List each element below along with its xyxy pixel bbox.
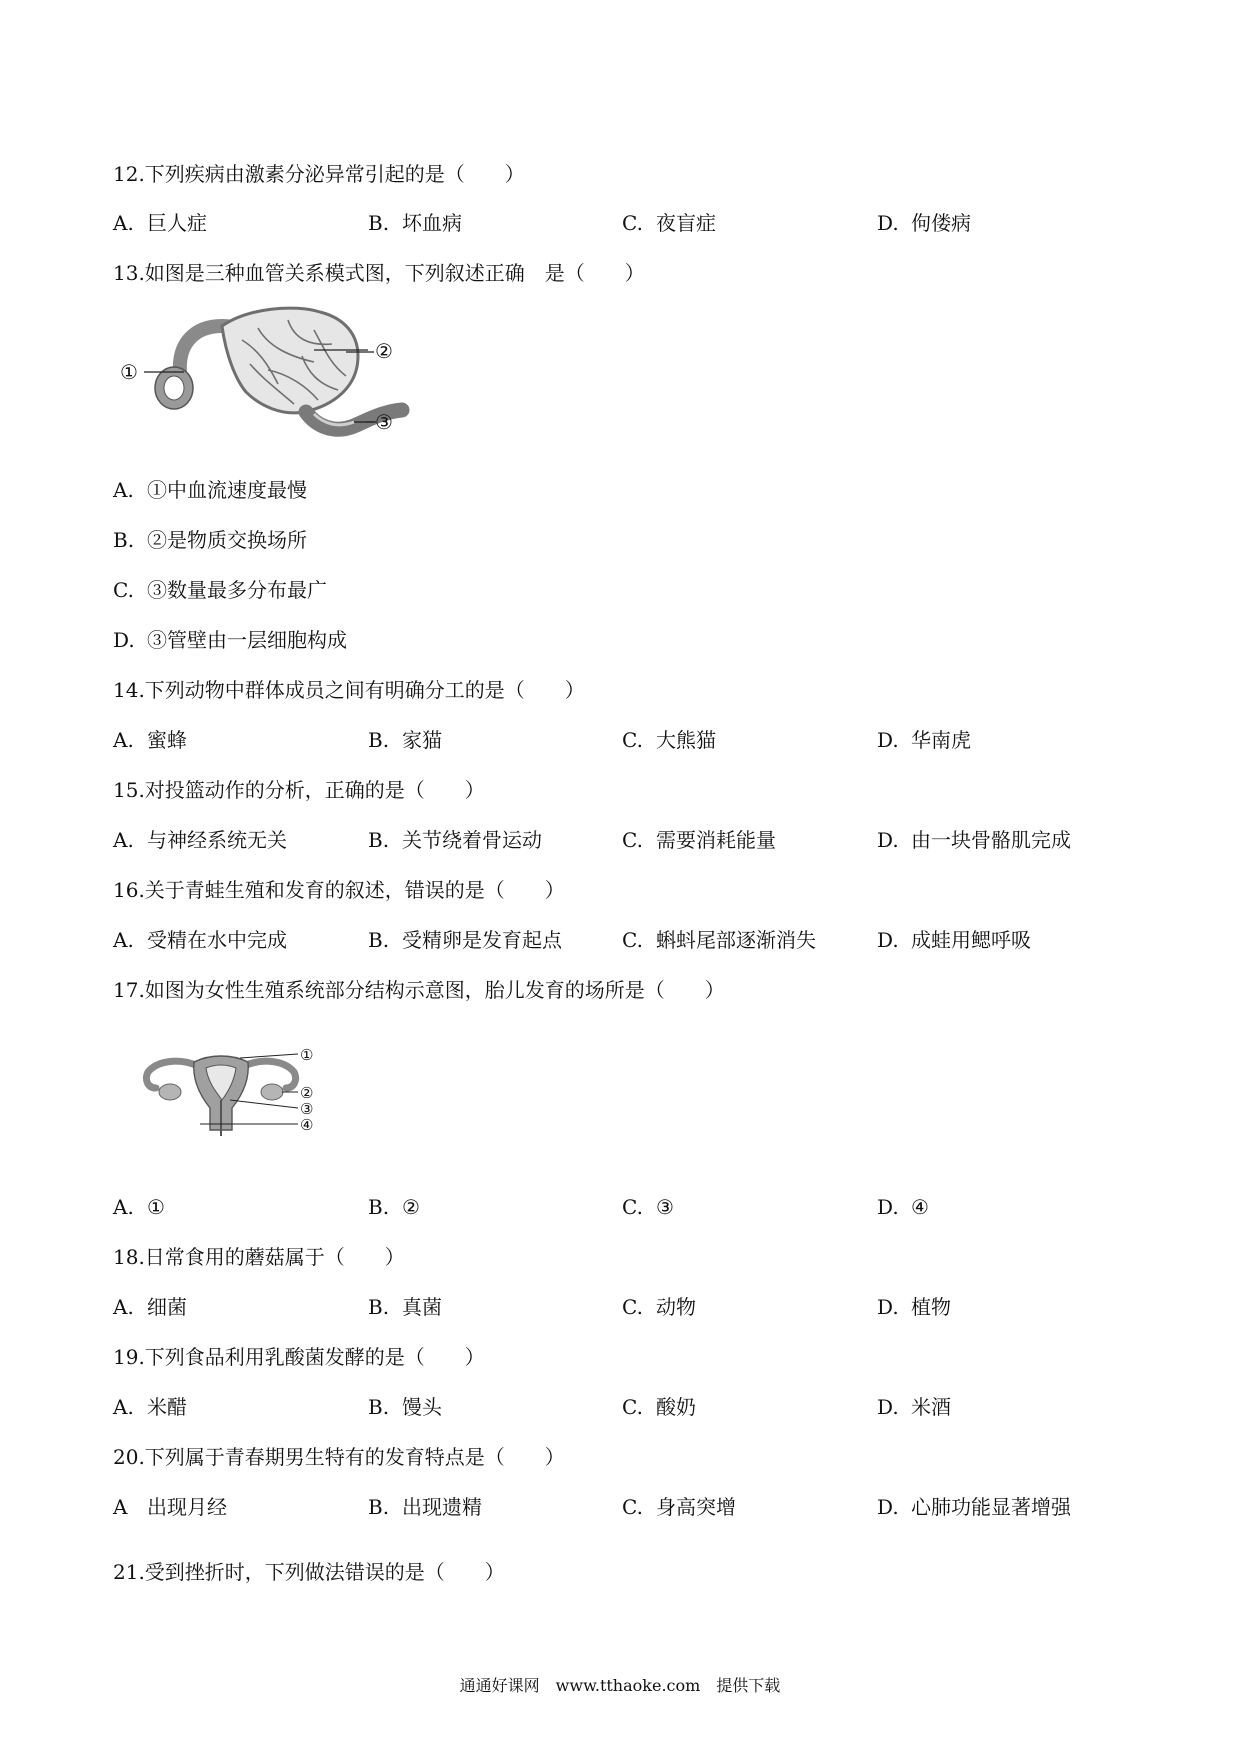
q12-option-a[interactable]: [113, 209, 207, 237]
q14-option-d[interactable]: [877, 726, 971, 754]
question-17-stem: 17.如图为女性生殖系统部分结构示意图，胎儿发育的场所是（ ）: [113, 978, 725, 1002]
q17-option-b-key: B.: [368, 1195, 390, 1219]
q15-option-d-text: 由一块骨骼肌完成: [911, 828, 1071, 852]
q16-option-a[interactable]: [113, 926, 287, 954]
q20-option-b[interactable]: [368, 1493, 482, 1521]
q12-option-d-key: D.: [877, 211, 899, 235]
q16-option-c[interactable]: [622, 926, 816, 954]
q15-option-b[interactable]: [368, 826, 542, 854]
q19-option-b-key: B.: [368, 1395, 390, 1419]
q14-option-c-key: C.: [622, 728, 643, 752]
q12-option-b-text: 坏血病: [402, 211, 462, 235]
left-ovary: [159, 1084, 181, 1100]
q16-option-b-text: 受精卵是发育起点: [402, 928, 562, 952]
label-1: ①: [120, 360, 138, 384]
q13-option-d-key: D.: [113, 628, 135, 652]
q19-option-d[interactable]: [877, 1393, 951, 1421]
q19-option-d-text: 米酒: [911, 1395, 951, 1419]
q19-option-d-key: D.: [877, 1395, 899, 1419]
q14-option-c[interactable]: [622, 726, 716, 754]
q17-option-b-text: ②: [402, 1195, 420, 1219]
question-13-stem: 13.如图是三种血管关系模式图，下列叙述正确 是（ ）: [113, 261, 645, 285]
q13-option-d-text: ③管壁由一层细胞构成: [147, 628, 347, 652]
q14-option-d-key: D.: [877, 728, 899, 752]
q13-option-b-key: B.: [113, 528, 135, 552]
q18-option-c-key: C.: [622, 1295, 643, 1319]
label-2: ②: [375, 339, 393, 363]
q14-option-b-key: B.: [368, 728, 390, 752]
q13-option-c-key: C.: [113, 578, 134, 602]
q13-option-d[interactable]: [113, 626, 347, 654]
q18-option-b[interactable]: [368, 1293, 442, 1321]
q13-option-b[interactable]: [113, 526, 307, 554]
q15-option-c-key: C.: [622, 828, 643, 852]
question-14-stem: 14.下列动物中群体成员之间有明确分工的是（ ）: [113, 678, 585, 702]
q18-option-a-key: A.: [113, 1295, 134, 1319]
q15-option-b-text: 关节绕着骨运动: [402, 828, 542, 852]
question-16-stem: 16.关于青蛙生殖和发育的叙述，错误的是（ ）: [113, 878, 565, 902]
q18-option-b-key: B.: [368, 1295, 390, 1319]
female-reproductive-diagram: [140, 1048, 340, 1148]
q13-option-c[interactable]: [113, 576, 327, 604]
q12-option-c[interactable]: [622, 209, 716, 237]
q12-option-a-text: 巨人症: [147, 211, 207, 235]
q18-option-a-text: 细菌: [147, 1295, 187, 1319]
q14-option-c-text: 大熊猫: [656, 728, 716, 752]
q17-option-c[interactable]: [622, 1193, 674, 1221]
label-2: ②: [300, 1084, 314, 1102]
q17-option-a[interactable]: [113, 1193, 165, 1221]
q18-option-c-text: 动物: [656, 1295, 696, 1319]
right-ovary: [261, 1084, 283, 1100]
q15-option-a[interactable]: [113, 826, 287, 854]
q16-option-c-text: 蝌蚪尾部逐渐消失: [656, 928, 816, 952]
q12-option-b[interactable]: [368, 209, 462, 237]
q15-option-d[interactable]: [877, 826, 1071, 854]
q20-option-d-key: D.: [877, 1495, 899, 1519]
q20-option-d[interactable]: [877, 1493, 1071, 1521]
q14-option-d-text: 华南虎: [911, 728, 971, 752]
q20-option-b-key: B.: [368, 1495, 390, 1519]
q17-option-d-text: ④: [911, 1195, 929, 1219]
q16-option-d-text: 成蛙用鳃呼吸: [911, 928, 1031, 952]
q16-option-b-key: B.: [368, 928, 390, 952]
q19-option-a-text: 米醋: [147, 1395, 187, 1419]
q19-option-a-key: A.: [113, 1395, 134, 1419]
q12-option-c-text: 夜盲症: [656, 211, 716, 235]
question-20-stem: 20.下列属于青春期男生特有的发育特点是（ ）: [113, 1445, 565, 1469]
label-4: ④: [300, 1116, 314, 1134]
q12-option-d[interactable]: [877, 209, 971, 237]
q16-option-d[interactable]: [877, 926, 1031, 954]
q18-option-d[interactable]: [877, 1293, 951, 1321]
q18-option-d-key: D.: [877, 1295, 899, 1319]
q17-option-c-text: ③: [656, 1195, 674, 1219]
q12-option-b-key: B.: [368, 211, 390, 235]
q15-option-c[interactable]: [622, 826, 776, 854]
q15-option-a-text: 与神经系统无关: [147, 828, 287, 852]
q16-option-c-key: C.: [622, 928, 643, 952]
q14-option-b[interactable]: [368, 726, 442, 754]
q18-option-c[interactable]: [622, 1293, 696, 1321]
q16-option-a-key: A.: [113, 928, 134, 952]
q13-option-b-text: ②是物质交换场所: [147, 528, 307, 552]
q19-option-c[interactable]: [622, 1393, 696, 1421]
q19-option-c-text: 酸奶: [656, 1395, 696, 1419]
q12-option-a-key: A.: [113, 211, 134, 235]
q18-option-b-text: 真菌: [402, 1295, 442, 1319]
q13-option-c-text: ③数量最多分布最广: [147, 578, 327, 602]
q20-option-a-key: A: [113, 1495, 128, 1519]
q14-option-a[interactable]: [113, 726, 187, 754]
q14-option-b-text: 家猫: [402, 728, 442, 752]
label-1: ①: [300, 1048, 314, 1064]
q19-option-b[interactable]: [368, 1393, 442, 1421]
q20-option-a-text: 出现月经: [147, 1495, 227, 1519]
q17-option-d-key: D.: [877, 1195, 899, 1219]
question-21-stem: 21.受到挫折时，下列做法错误的是（ ）: [113, 1560, 505, 1584]
q17-option-a-key: A.: [113, 1195, 134, 1219]
q13-option-a-key: A.: [113, 478, 134, 502]
q20-option-c-text: 身高突增: [656, 1495, 736, 1519]
q20-option-d-text: 心肺功能显著增强: [911, 1495, 1071, 1519]
question-19-stem: 19.下列食品利用乳酸菌发酵的是（ ）: [113, 1345, 485, 1369]
q16-option-d-key: D.: [877, 928, 899, 952]
q13-option-a-text: ①中血流速度最慢: [147, 478, 307, 502]
blood-vessel-diagram: [118, 300, 418, 460]
q20-option-a[interactable]: [113, 1493, 227, 1521]
q17-option-c-key: C.: [622, 1195, 643, 1219]
q19-option-c-key: C.: [622, 1395, 643, 1419]
q14-option-a-text: 蜜蜂: [147, 728, 187, 752]
q17-option-d[interactable]: [877, 1193, 929, 1221]
q20-option-c[interactable]: [622, 1493, 736, 1521]
question-15-stem: 15.对投篮动作的分析，正确的是（ ）: [113, 778, 485, 802]
label-3: ③: [375, 410, 393, 434]
q15-option-b-key: B.: [368, 828, 390, 852]
q15-option-a-key: A.: [113, 828, 134, 852]
q13-option-a[interactable]: [113, 476, 307, 504]
q12-option-d-text: 佝偻病: [911, 211, 971, 235]
q15-option-d-key: D.: [877, 828, 899, 852]
q12-option-c-key: C.: [622, 211, 643, 235]
question-12-stem: 12.下列疾病由激素分泌异常引起的是（ ）: [113, 162, 525, 186]
q20-option-b-text: 出现遗精: [402, 1495, 482, 1519]
question-18-stem: 18.日常食用的蘑菇属于（ ）: [113, 1245, 405, 1269]
page-footer: 通通好课网 www.tthaoke.com 提供下载: [459, 1676, 781, 1695]
q19-option-b-text: 馒头: [402, 1395, 442, 1419]
q15-option-c-text: 需要消耗能量: [656, 828, 776, 852]
q17-option-a-text: ①: [147, 1195, 165, 1219]
q16-option-b[interactable]: [368, 926, 562, 954]
q19-option-a[interactable]: [113, 1393, 187, 1421]
q14-option-a-key: A.: [113, 728, 134, 752]
q17-option-b[interactable]: [368, 1193, 420, 1221]
q20-option-c-key: C.: [622, 1495, 643, 1519]
q16-option-a-text: 受精在水中完成: [147, 928, 287, 952]
label-3: ③: [300, 1100, 314, 1118]
q18-option-d-text: 植物: [911, 1295, 951, 1319]
q18-option-a[interactable]: [113, 1293, 187, 1321]
